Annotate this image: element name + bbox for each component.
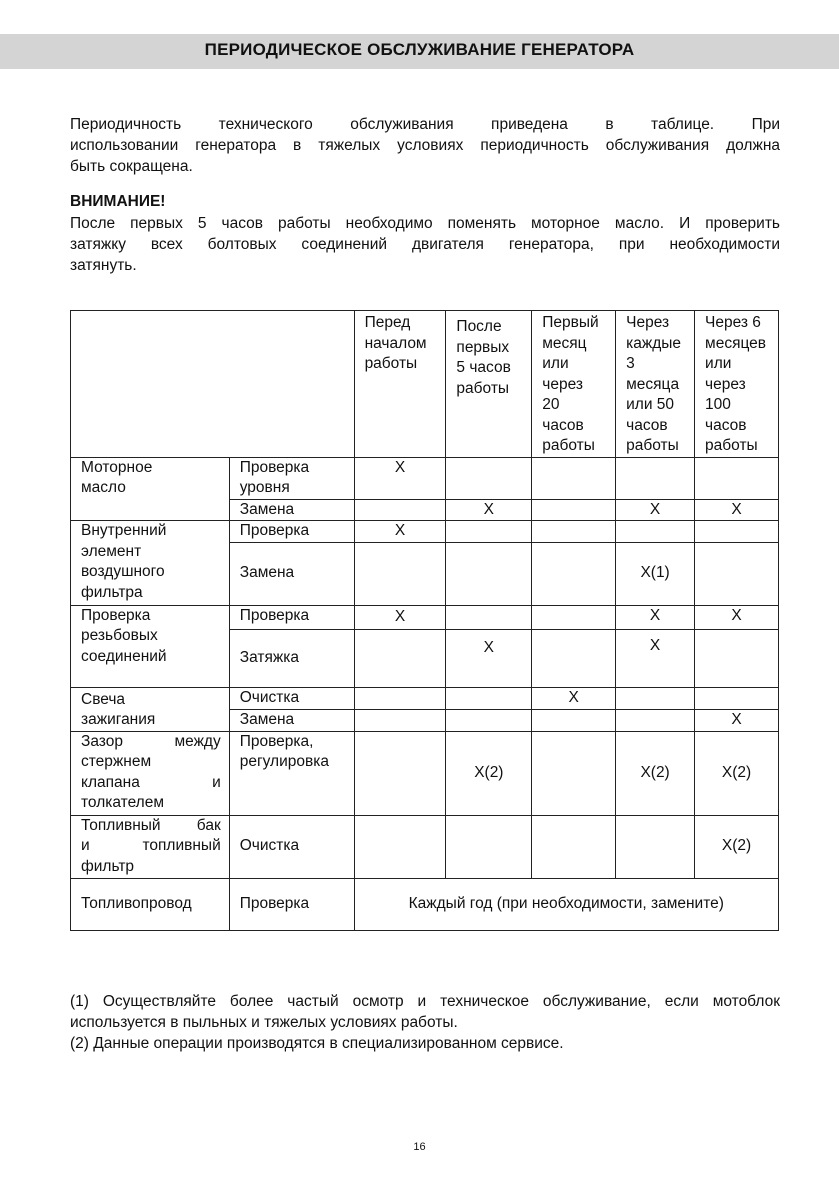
mark-cell bbox=[446, 605, 532, 629]
item-cell bbox=[71, 815, 230, 878]
page-number: 16 bbox=[413, 1141, 426, 1153]
operation-cell: Проверка, регулировка bbox=[229, 731, 354, 815]
mark-cell bbox=[354, 709, 446, 731]
mark-cell: X bbox=[616, 499, 695, 521]
maintenance-table-wrapper bbox=[70, 310, 779, 931]
mark-cell: X bbox=[616, 629, 695, 687]
mark-cell: X bbox=[446, 499, 532, 521]
operation-cell: Затяжка bbox=[229, 629, 354, 687]
mark-cell bbox=[354, 815, 446, 878]
table-row bbox=[71, 815, 779, 878]
mark-cell bbox=[354, 731, 446, 815]
mark-cell: X bbox=[354, 457, 446, 499]
mark-cell bbox=[446, 542, 532, 605]
operation-cell: Очистка bbox=[229, 815, 354, 878]
operation-cell: Проверка bbox=[229, 878, 354, 930]
table-row bbox=[71, 878, 779, 930]
mark-cell bbox=[354, 629, 446, 687]
operation-cell: Проверка bbox=[229, 521, 354, 543]
mark-cell bbox=[695, 521, 779, 543]
warning-paragraph bbox=[70, 213, 780, 276]
operation-cell: Проверка bbox=[229, 605, 354, 629]
mark-cell: X(2) bbox=[616, 731, 695, 815]
mark-cell bbox=[695, 687, 779, 709]
mark-cell bbox=[532, 731, 616, 815]
column-header: Первый месяц или через 20 часов работы bbox=[532, 311, 616, 458]
mark-cell bbox=[695, 457, 779, 499]
intro-line: Периодичность технического обслуживания приведена в таблице. При bbox=[70, 116, 780, 133]
mark-cell bbox=[354, 687, 446, 709]
table-header-row bbox=[71, 311, 779, 458]
mark-cell bbox=[446, 709, 532, 731]
mark-cell bbox=[532, 542, 616, 605]
intro-line: быть сокращена. bbox=[70, 158, 193, 175]
item-line: фильтр bbox=[81, 857, 135, 875]
header-empty-cell bbox=[71, 311, 355, 458]
mark-cell bbox=[695, 542, 779, 605]
mark-cell bbox=[616, 521, 695, 543]
item-line: и топливный bbox=[81, 837, 221, 854]
mark-cell bbox=[354, 499, 446, 521]
item-cell: Свеча зажигания bbox=[71, 687, 230, 731]
page-title: ПЕРИОДИЧЕСКОЕ ОБСЛУЖИВАНИЕ ГЕНЕРАТОРА bbox=[204, 40, 635, 59]
mark-cell: X bbox=[354, 521, 446, 543]
mark-cell bbox=[446, 687, 532, 709]
mark-cell: X(2) bbox=[695, 815, 779, 878]
item-cell bbox=[71, 731, 230, 815]
footnote-1: (1) Осуществляйте более частый осмотр и техническое обслуживание, если мотоблок используется в пыльных и тяжелых условиях работы. bbox=[70, 993, 780, 1031]
mark-cell bbox=[616, 687, 695, 709]
mark-cell bbox=[532, 605, 616, 629]
table-row bbox=[71, 605, 779, 629]
column-header: Перед началом работы bbox=[354, 311, 446, 458]
mark-cell bbox=[532, 629, 616, 687]
operation-cell: Очистка bbox=[229, 687, 354, 709]
item-cell: Внутренний элемент воздушного фильтра bbox=[71, 521, 230, 606]
footnotes bbox=[70, 991, 780, 1054]
item-cell: Моторное масло bbox=[71, 457, 230, 521]
column-header: После первых 5 часов работы bbox=[446, 311, 532, 458]
mark-cell: X bbox=[695, 499, 779, 521]
warning-line: затяжку всех болтовых соединений двигателя генератора, при необходимости bbox=[70, 236, 780, 253]
footnote-2: (2) Данные операции производятся в специализированном сервисе. bbox=[70, 1035, 564, 1052]
mark-cell: X bbox=[354, 605, 446, 629]
intro-paragraph bbox=[70, 114, 780, 177]
mark-cell bbox=[446, 521, 532, 543]
mark-cell bbox=[354, 542, 446, 605]
mark-cell: X(2) bbox=[446, 731, 532, 815]
item-line: Зазор между bbox=[81, 732, 221, 750]
table-row bbox=[71, 687, 779, 709]
mark-cell: X(1) bbox=[616, 542, 695, 605]
mark-cell bbox=[532, 457, 616, 499]
table-row bbox=[71, 521, 779, 543]
item-line: толкателем bbox=[81, 794, 165, 811]
mark-cell bbox=[616, 709, 695, 731]
column-header: Через 6 месяцев или через 100 часов работы bbox=[695, 311, 779, 458]
mark-cell bbox=[616, 815, 695, 878]
operation-cell: Проверка уровня bbox=[229, 457, 354, 499]
table-row bbox=[71, 731, 779, 815]
mark-cell: X(2) bbox=[695, 731, 779, 815]
mark-cell bbox=[532, 521, 616, 543]
mark-cell: X bbox=[532, 687, 616, 709]
operation-cell: Замена bbox=[229, 499, 354, 521]
annual-note-cell: Каждый год (при необходимости, замените) bbox=[354, 878, 778, 930]
mark-cell bbox=[532, 709, 616, 731]
intro-line: использовании генератора в тяжелых условиях периодичность обслуживания должна bbox=[70, 137, 780, 154]
mark-cell bbox=[446, 457, 532, 499]
mark-cell bbox=[446, 815, 532, 878]
item-line: стержнем bbox=[81, 753, 152, 770]
item-line: Топливный бак bbox=[81, 816, 221, 834]
item-cell: Топливопровод bbox=[71, 878, 230, 930]
maintenance-table bbox=[70, 310, 779, 931]
mark-cell bbox=[616, 457, 695, 499]
mark-cell: X bbox=[616, 605, 695, 629]
mark-cell: X bbox=[695, 709, 779, 731]
warning-line: затянуть. bbox=[70, 257, 137, 274]
mark-cell: X bbox=[695, 605, 779, 629]
mark-cell bbox=[695, 629, 779, 687]
item-line: клапана и bbox=[81, 773, 221, 791]
mark-cell: X bbox=[446, 629, 532, 687]
item-cell: Проверка резьбовых соединений bbox=[71, 605, 230, 687]
operation-cell: Замена bbox=[229, 542, 354, 605]
warning-line: После первых 5 часов работы необходимо поменять моторное масло. И проверить bbox=[70, 215, 780, 232]
mark-cell bbox=[532, 499, 616, 521]
table-row bbox=[71, 457, 779, 499]
operation-cell: Замена bbox=[229, 709, 354, 731]
mark-cell bbox=[532, 815, 616, 878]
warning-title: ВНИМАНИЕ! bbox=[70, 193, 166, 210]
column-header: Через каждые 3 месяца или 50 часов работы bbox=[616, 311, 695, 458]
